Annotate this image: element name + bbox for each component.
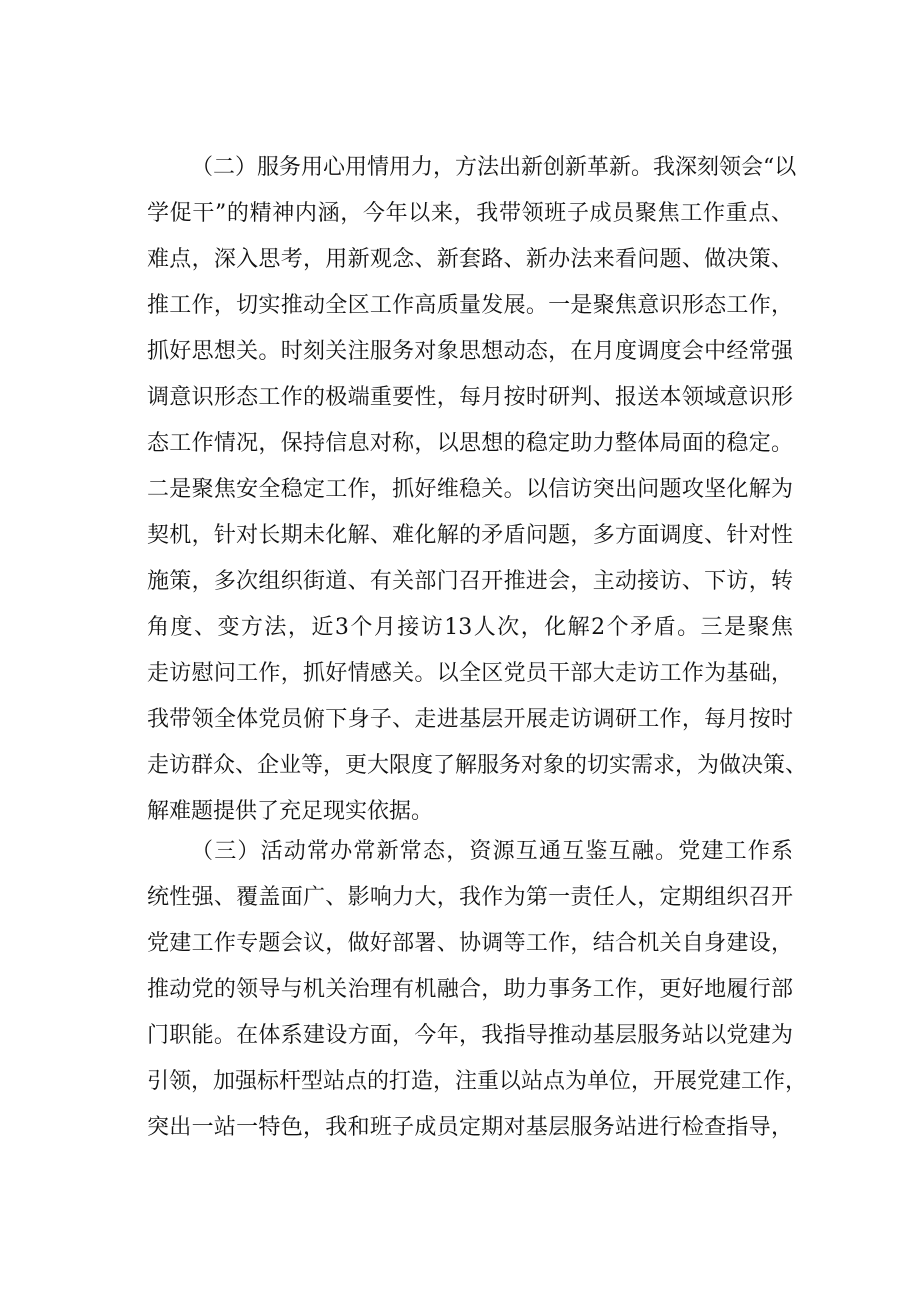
paragraph-line: 我带领全体党员俯下身子、走进基层开展走访调研工作，每月按时 [147,707,793,732]
paragraph-line: 调意识形态工作的极端重要性，每月按时研判、报送本领域意识形 [147,385,793,410]
paragraph-line: 引领，加强标杆型站点的打造，注重以站点为单位，开展党建工作， [147,1069,808,1094]
paragraph-service [147,145,808,835]
paragraph-line: 解难题提供了充足现实依据。 [147,799,434,824]
paragraph-line: 抓好思想关。时刻关注服务对象思想动态，在月度调度会中经常强 [147,339,793,364]
paragraph-line: 契机，针对长期未化解、难化解的矛盾问题，多方面调度、针对性 [147,523,793,548]
paragraph-line: 二是聚焦安全稳定工作，抓好维稳关。以信访突出问题攻坚化解为 [147,477,793,502]
paragraph-line: 角度、变方法，近3个月接访13人次，化解2个矛盾。三是聚焦 [147,615,793,640]
paragraph-line: 党建工作专题会议，做好部署、协调等工作，结合机关自身建设， [147,931,793,956]
paragraph-line: 难点，深入思考，用新观念、新套路、新办法来看问题、做决策、 [147,247,793,272]
paragraph-activities [147,829,808,1151]
paragraph-line: 统性强、覆盖面广、影响力大，我作为第一责任人，定期组织召开 [147,885,793,910]
paragraph-line: 施策，多次组织街道、有关部门召开推进会，主动接访、下访，转 [147,569,793,594]
paragraph-line: 学促干”的精神内涵，今年以来，我带领班子成员聚焦工作重点、 [147,201,793,226]
paragraph-line: （二）服务用心用情用力，方法出新创新革新。我深刻领会“以 [191,155,797,180]
paragraph-line: （三）活动常办常新常态，资源互通互鉴互融。党建工作系 [191,839,793,864]
paragraph-line: 走访慰问工作，抓好情感关。以全区党员干部大走访工作为基础， [147,661,793,686]
paragraph-line: 门职能。在体系建设方面，今年，我指导推动基层服务站以党建为 [147,1023,793,1048]
paragraph-line: 推工作，切实推动全区工作高质量发展。一是聚焦意识形态工作， [147,293,793,318]
paragraph-line: 突出一站一特色，我和班子成员定期对基层服务站进行检查指导， [147,1115,793,1140]
paragraph-line: 态工作情况，保持信息对称，以思想的稳定助力整体局面的稳定。 [147,431,793,456]
paragraph-line: 走访群众、企业等，更大限度了解服务对象的切实需求，为做决策、 [147,753,808,778]
paragraph-line: 推动党的领导与机关治理有机融合，助力事务工作，更好地履行部 [147,977,793,1002]
